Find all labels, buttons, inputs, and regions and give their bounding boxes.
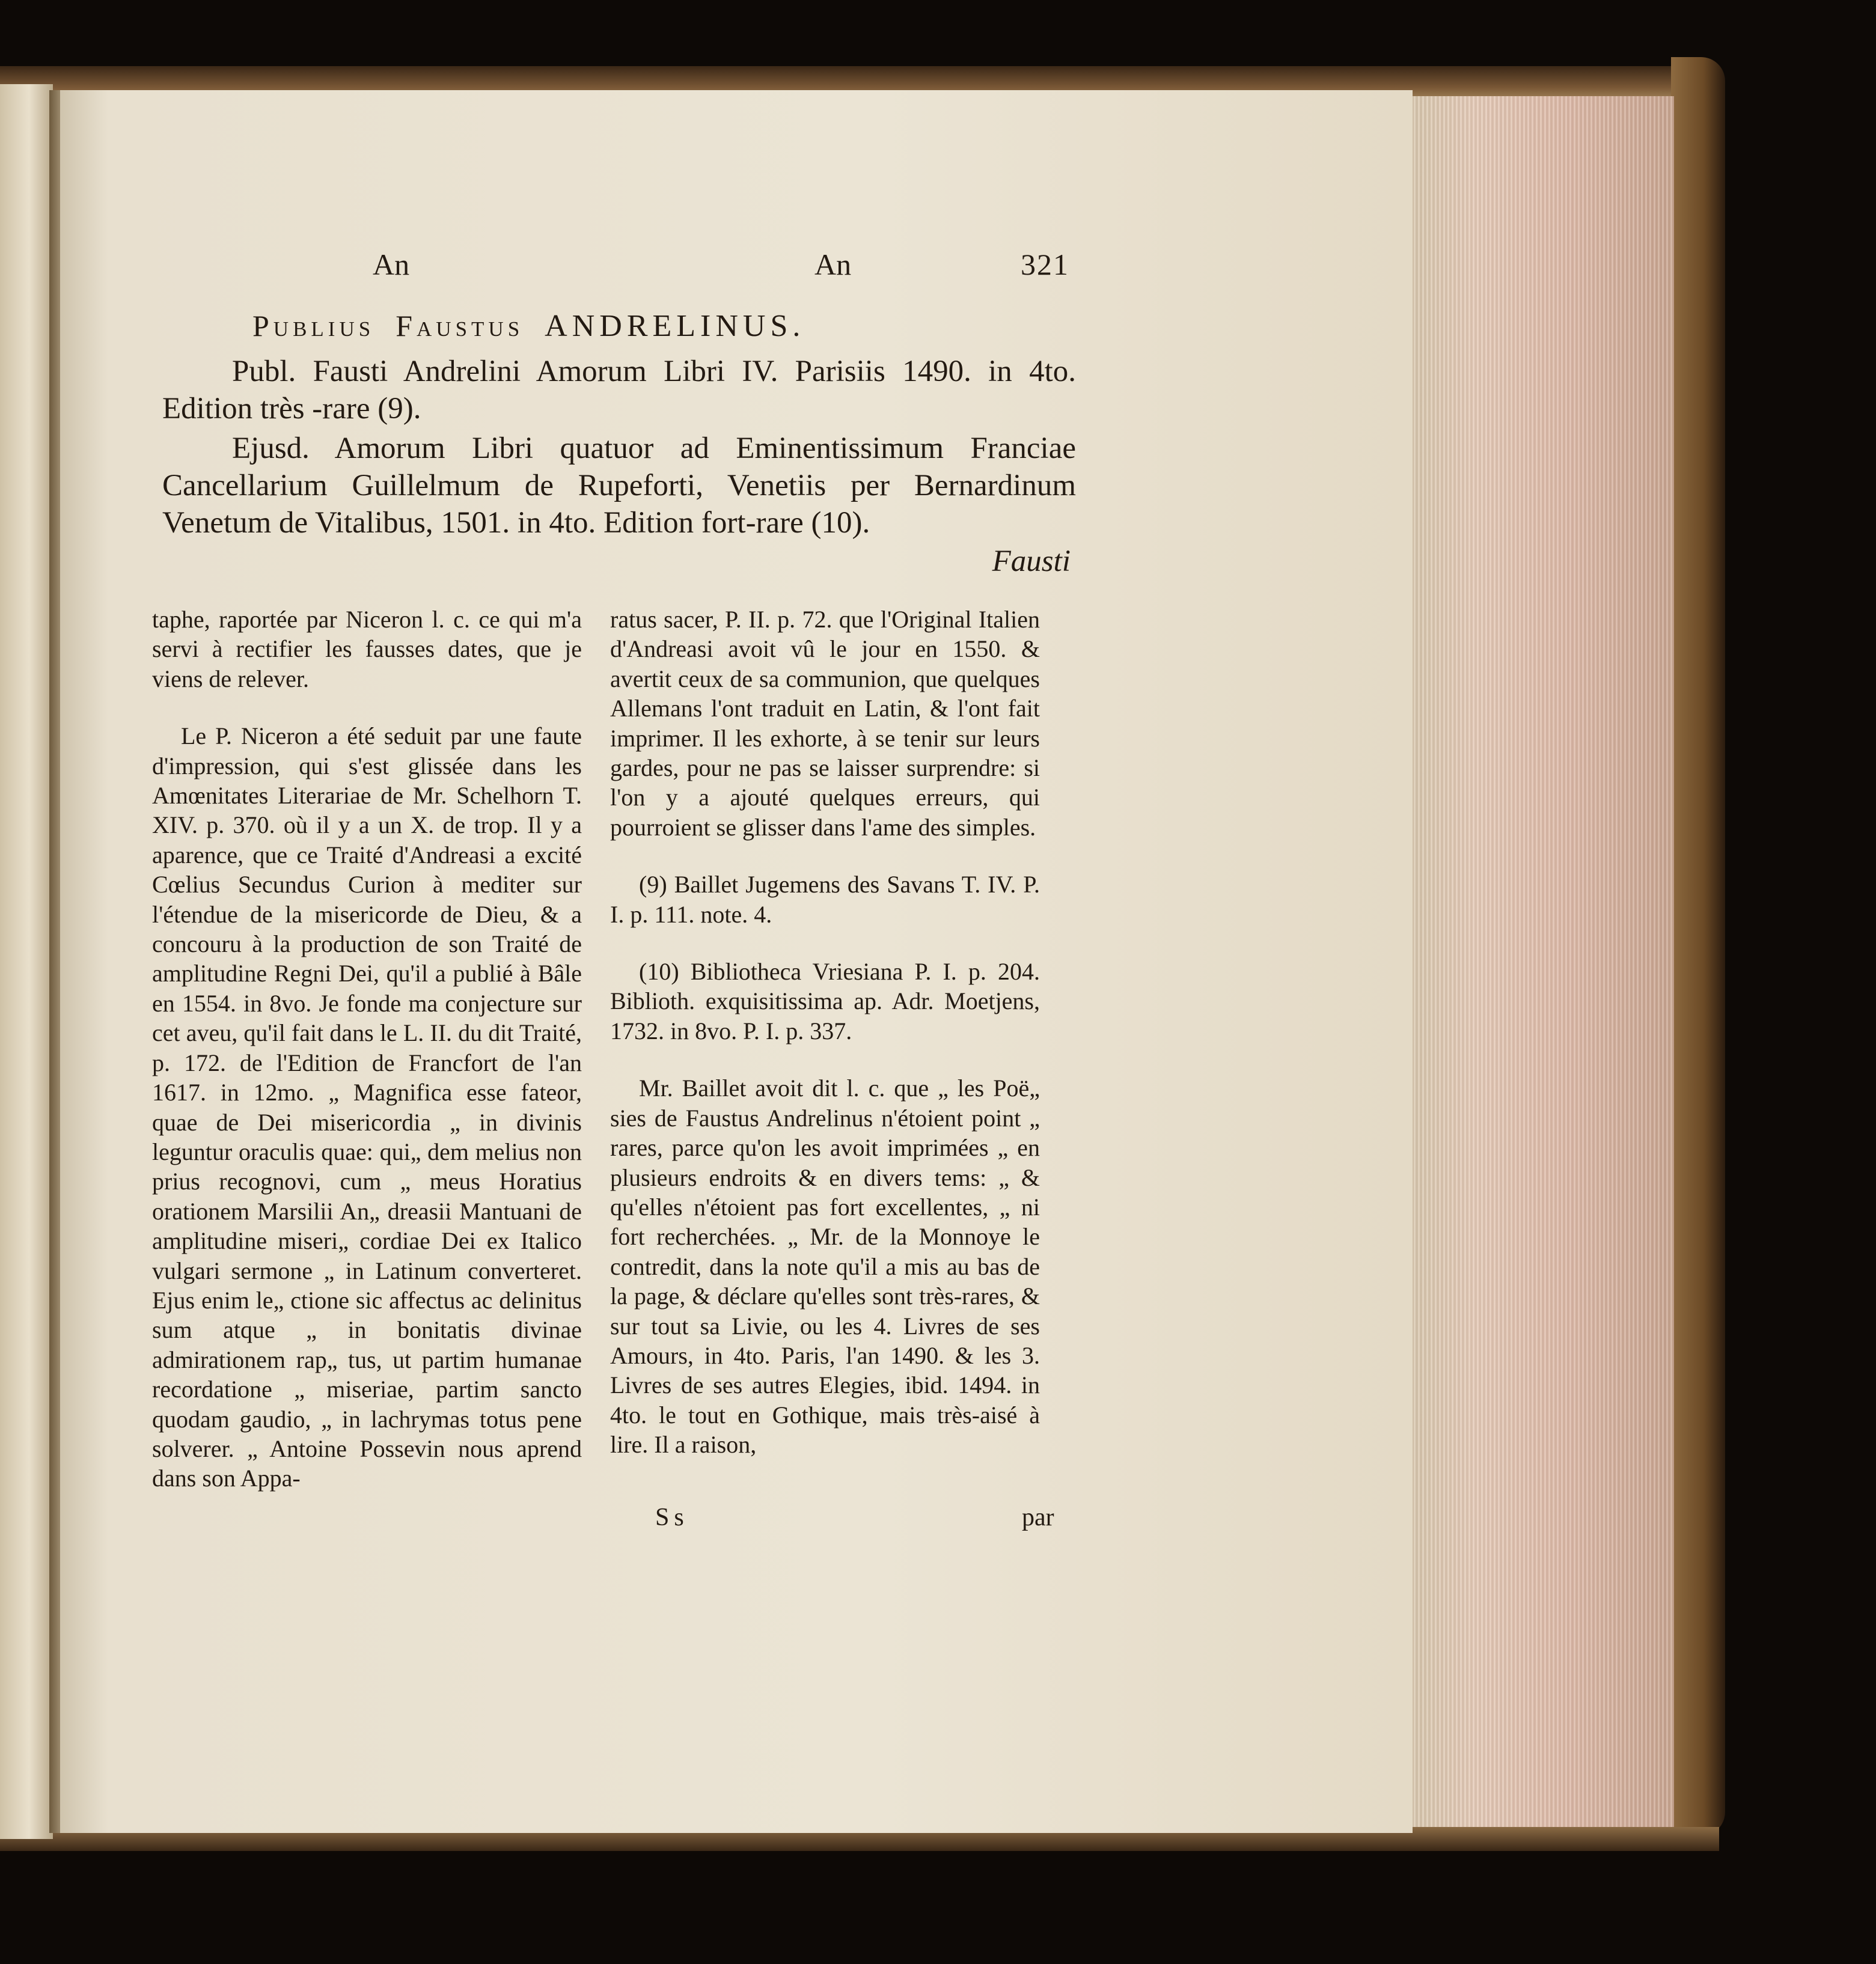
running-head-center: An (814, 248, 852, 281)
book-cover-spine-edge (1671, 57, 1725, 1836)
left-column (152, 605, 582, 1493)
heading-nomen: Faustus (396, 309, 524, 343)
bibliographic-entry-1: Publ. Fausti Andrelini Amorum Libri IV. Parisiis 1490. in 4to. Edition très -rare (9). (162, 355, 1076, 425)
catchword-bottom: par (1022, 1504, 1054, 1531)
catchword-top: Fausti (992, 544, 1071, 578)
right-para-1: ratus sacer, P. II. p. 72. que l'Original Italien d'Andreasi avoit vû le jour en 1550. & avertit ceux de sa communion, que quelques Allemans l'ont traduit en Latin, & l'ont fait imprimer. Il les exhorte, à se tenir sur leurs gardes, pour ne pas se laisser surprendre: si l'on y a ajouté quelques erreurs, qui pourroient se glisser dans l'ame des simples. (610, 606, 1040, 841)
right-column (610, 605, 1040, 1460)
left-para-2: Le P. Niceron a été seduit par une faute d'impression, qui s'est glissée dans les Amœnitates Literariae de Mr. Schelhorn T. XIV. p. 370. où il y a un X. de trop. Il y a aparence, que ce Traité d'Andreasi a excité Cœlius Secundus Curion à mediter sur l'étendue de la misericorde de Dieu, & a concouru à la production de son Traité de amplitudine Regni Dei, qu'il a publié à Bâle en 1554. in 8vo. Je fonde ma conjecture sur cet aveu, qu'il fait dans le L. II. du dit Traité, p. 172. de l'Edition de Francfort de l'an 1617. in 12mo. „ Magnifica esse fateor, quae de Dei misericordia „ in divinis leguntur oraculis quae: qui„ dem melius non prius recognovi, cum „ meus Horatius orationem Marsilii An„ dreasii Mantuani de amplitudine miseri„ cordiae Dei ex Italico vulgari sermone „ in Latinum converteret. Ejus enim le„ ctione sic affectus ac delinitus sum atque „ in bonitatis divinae admirationem rap„ tus, ut partim humanae recordatione „ miseriae, partim sancto quodam gaudio, „ in lachrymas totus pene solverer. „ Antoine Possevin nous aprend dans son Appa- (152, 722, 582, 1492)
signature-mark: Ss (655, 1504, 689, 1531)
running-head-left: An (373, 248, 410, 281)
left-page-edge (0, 84, 53, 1839)
page-edges (1410, 96, 1674, 1827)
footnote-9: (9) Baillet Jugemens des Savans T. IV. P. I. p. 111. note. 4. (610, 871, 1040, 928)
right-para-2: Mr. Baillet avoit dit l. c. que „ les Poë„ sies de Faustus Andrelinus n'étoient point „ rares, parce qu'on les avoit imprimées „ en plusieurs endroits & en divers tems: „ & qu'elles n'étoient pas fort excellentes, „ ni fort recherchées. „ Mr. de la Monnoye le contredit, dans la note qu'il a mis au bas de la page, & déclare qu'elles sont très-rares, & sur tout sa Livie, ou les 4. Livres de ses Amours, in 4to. Paris, l'an 1490. & les 3. Livres de ses autres Elegies, ibid. 1494. in 4to. le tout en Gothique, mais très-aisé à lire. Il a raison, (610, 1075, 1040, 1459)
footnote-10: (10) Bibliotheca Vriesiana P. I. p. 204. Biblioth. exquisitissima ap. Adr. Moetjens, 1732. in 8vo. P. I. p. 337. (610, 958, 1040, 1045)
left-para-1: taphe, raportée par Niceron l. c. ce qui m'a servi à rectifier les fausses dates, que je viens de relever. (152, 606, 582, 692)
heading-praenomen: Publius (252, 309, 375, 343)
bibliographic-entry-2: Ejusd. Amorum Libri quatuor ad Eminentissimum Franciae Cancellarium Guillelmum de Rupeforti, Venetiis per Bernardinum Venetum de Vitalibus, 1501. in 4to. Edition fort-rare (10). (162, 432, 1076, 540)
entry-heading (252, 308, 1058, 344)
page-number: 321 (1021, 248, 1069, 281)
heading-cognomen: ANDRELINUS. (545, 309, 805, 343)
